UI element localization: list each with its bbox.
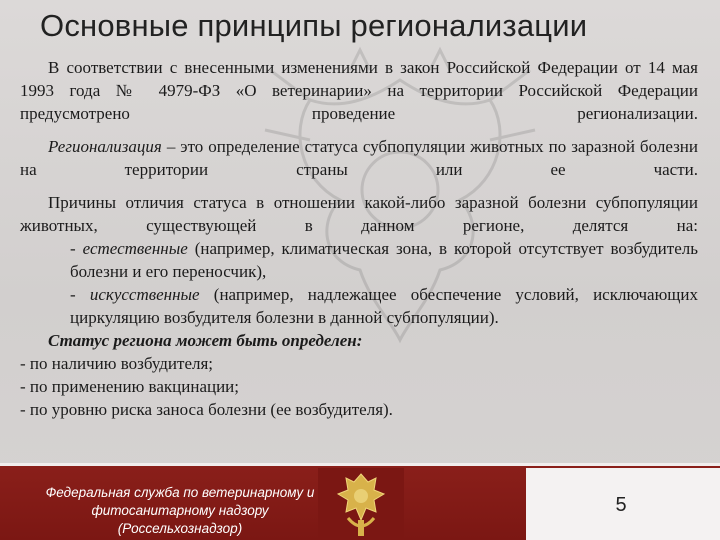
slide-body <box>20 56 698 421</box>
page-number: 5 <box>615 494 627 516</box>
status-item: - по уровню риска заноса болезни (ее возбудителя). <box>20 400 393 419</box>
status-heading <box>20 329 698 352</box>
cause-prefix: - <box>70 285 90 304</box>
rosselkhoznadzor-emblem-icon <box>318 468 404 540</box>
cause-text: (например, климатическая зона, в которой отсутствует возбудитель болезни и его переносчик), <box>70 239 698 281</box>
cause-item-artificial <box>20 283 698 329</box>
page-title: Основные принципы регионализации <box>40 8 588 43</box>
cause-term: естественные <box>82 239 188 258</box>
status-item: - по наличию возбудителя; <box>20 354 214 373</box>
intro-text: В соответствии с внесенными изменениями в закон Российской Федерации от 14 мая 1993 года № 4979-ФЗ «О ветеринарии» на территории Российской Федерации предусмотрено проведение регионализации. <box>20 58 698 123</box>
causes-intro-text: Причины отличия статуса в отношении какой-либо заразной болезни субпопуляции животных, существующей в данном регионе, делятся на: <box>20 193 698 235</box>
status-item: - по применению вакцинации; <box>20 377 240 396</box>
definition-term: Регионализация <box>48 137 162 156</box>
footer-org-line: фитосанитарному надзору <box>91 503 269 518</box>
status-heading-text: Статус региона может быть определен: <box>48 331 363 350</box>
footer-org-line: (Россельхознадзор) <box>117 521 243 536</box>
causes-intro <box>20 191 698 237</box>
cause-term: искусственные <box>89 285 200 304</box>
cause-prefix: - <box>70 239 83 258</box>
cause-text: (например, надлежащее обеспечение условий, исключающих циркуляцию возбудителя болезни в данной субпопуляции). <box>70 285 698 327</box>
footer-organization <box>30 484 330 538</box>
intro-paragraph <box>20 56 698 125</box>
footer-org-line: Федеральная служба по ветеринарному и <box>45 485 315 500</box>
cause-item-natural <box>20 237 698 283</box>
definition-paragraph <box>20 135 698 181</box>
definition-text: – это определение статуса субпопуляции животных по заразной болезни на территории страны или ее части. <box>20 137 698 179</box>
